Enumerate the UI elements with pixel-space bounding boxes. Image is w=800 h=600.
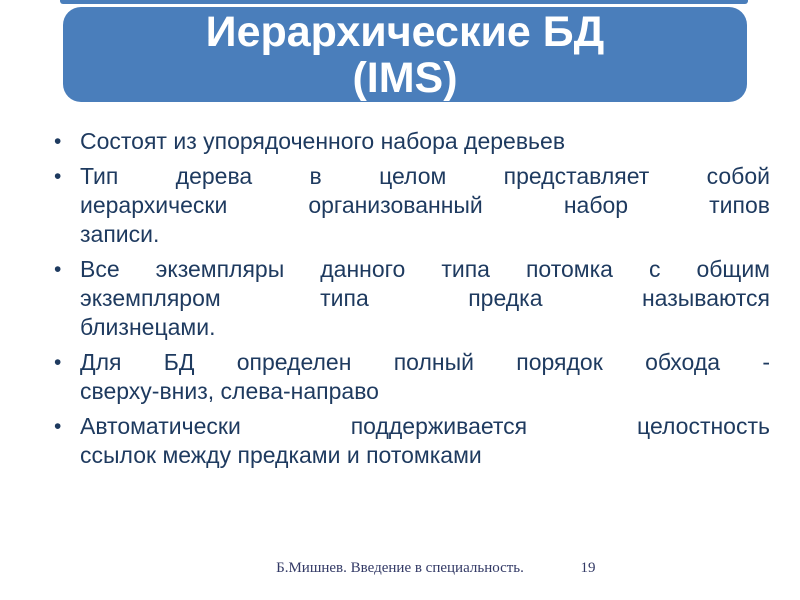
slide-title-line1: Иерархические БД [205, 7, 605, 56]
bullet-marker-icon: • [54, 130, 62, 153]
bullet-text [80, 348, 770, 406]
title-top-strip [60, 0, 748, 4]
bullet-marker-icon: • [54, 258, 62, 281]
bullet-item [48, 255, 770, 342]
bullet-item [48, 348, 770, 406]
bullet-item [48, 412, 770, 470]
bullet-text [80, 412, 770, 470]
footer-credit: Б.Мишнев. Введение в специальность. [276, 560, 524, 576]
bullet-text-line: Автоматически поддерживается целостность [80, 413, 770, 439]
bullet-text-line: Все экземпляры данного типа потомка с общим [80, 256, 770, 282]
bullet-text-line: близнецами. [80, 314, 216, 340]
bullet-text [80, 255, 770, 342]
bullet-text-line: записи. [80, 221, 160, 247]
bullet-text [80, 127, 770, 156]
bullet-marker-icon: • [54, 415, 62, 438]
bullet-text-line: иерархически организованный набор типов [80, 192, 770, 218]
slide-title-line2: (IMS) [352, 53, 458, 102]
bullet-text-line: Тип дерева в целом представляет собой [80, 163, 770, 189]
bullet-text-line: экземпляром типа предка называются [80, 285, 770, 311]
bullet-text-line: сверху-вниз, слева-направо [80, 378, 379, 404]
slide-footer [0, 560, 800, 577]
slide-title-banner [63, 7, 747, 102]
bullet-item [48, 127, 770, 156]
bullet-marker-icon: • [54, 165, 62, 188]
bullet-text-line: Состоят из упорядоченного набора деревьев [80, 128, 566, 154]
bullet-list [48, 127, 770, 470]
bullet-text-line: ссылок между предками и потомками [80, 442, 482, 468]
bullet-item [48, 162, 770, 249]
slide-body [48, 127, 770, 476]
footer-page-number: 19 [580, 560, 596, 576]
bullet-text-line: Для БД определен полный порядок обхода - [80, 349, 770, 375]
bullet-text [80, 162, 770, 249]
bullet-marker-icon: • [54, 351, 62, 374]
